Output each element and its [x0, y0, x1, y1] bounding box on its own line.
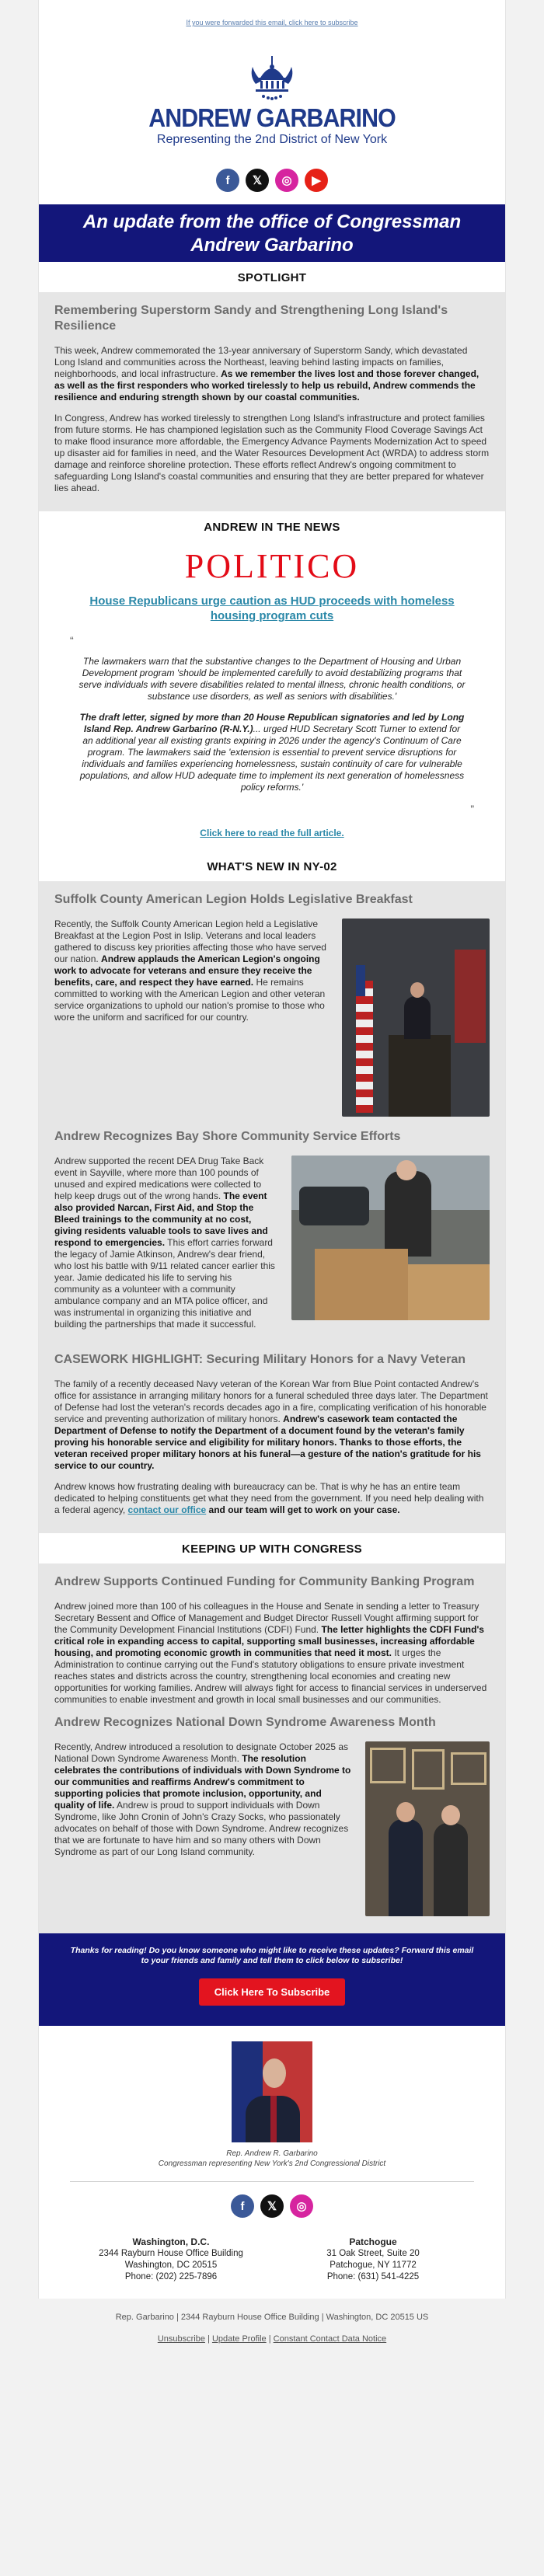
office-city: Patchogue: [349, 2236, 397, 2247]
social-links-footer: [39, 2187, 505, 2224]
section-heading-news: ANDREW IN THE NEWS: [39, 511, 505, 542]
article-body: In Congress, Andrew has worked tirelessly to strengthen Long Island's infrastructure and protect families from future storms. He has championed legislation such as the Community Flood Coverage Savings Act to make flood insurance more affordable, the Emergency Advance Payments Modernization Act to speed up disaster aid for families in need, and the Water Resources Development Act (WRDA) to address storm damage and reinforce shoreline protection. These efforts reflect Andrew's ongoing commitment to safeguarding Long Island's coastal communities and ensuring that they are better prepared for whatever lies ahead.: [54, 413, 490, 493]
office-card: [70, 2236, 272, 2283]
article-body: The family of a recently deceased Navy veteran of the Korean War from Blue Point contacted Andrew's office for assistance in arranging military honors for a funeral scheduled three days later. The Department of Defense had lost the veteran's records decades ago in a fire, complicating verification of his honorable service and preventing authorization of military honors. Andrew's casework team contacted the Department of Defense to notify the Department of a document found by the veteran's family proving his honorable service and eligibility for military honors. Thanks to those efforts, the veteran received proper military honors at his funeral—a gesture of the nation's gratitude for his service to our country.: [54, 1379, 488, 1471]
update-profile-link[interactable]: Update Profile: [211, 2334, 267, 2344]
unsubscribe-link[interactable]: Unsubscribe: [157, 2334, 205, 2344]
signature-role: Congressman representing New York's 2nd Congressional District: [158, 2159, 386, 2168]
thanks-message: Thanks for reading! Do you know someone who might like to receive these updates? Forward this email to your friends and family and tell them to click below to subscribe!: [70, 1946, 474, 1965]
article-body: Recently, the Suffolk County American Legion held a Legislative Breakfast at the Legion Post in Islip. Veterans and local leaders gathered to discuss key priorities affecting those who have served our nation. Andrew applauds the American Legion's ongoing work to advocate for veterans and ensure they receive the benefits, care, and respect they have earned. He remains committed to working with the American Legion and other veteran service organizations to uphold our nation's promise to those who wore the uniform and sacrificed for our country.: [54, 919, 326, 1023]
legion-breakfast-photo: [342, 919, 490, 1117]
down-syndrome-photo: [365, 1741, 490, 1916]
open-quote-icon: “: [70, 634, 74, 647]
capitol-seal-icon: [245, 50, 299, 101]
signature-name: Rep. Andrew R. Garbarino: [226, 2149, 318, 2158]
congressman-portrait: [232, 2041, 312, 2142]
close-quote-icon: ”: [470, 803, 474, 815]
article-body: This week, Andrew commemorated the 13-year anniversary of Superstorm Sandy, which devastated Long Island and communities across the Northeast, leaving behind lasting impacts on families, neighborhoods, and local infrastructure. As we remember the lives lost and those forever changed, as well as the first responders who worked tirelessly to help us rebuild, Andrew commends the resilience and enduring strength shown by our coastal communities.: [54, 345, 479, 403]
section-heading-district: WHAT'S NEW IN NY-02: [39, 851, 505, 881]
article-title: CASEWORK HIGHLIGHT: Securing Military Honors for a Navy Veteran: [54, 1353, 466, 1366]
office-line2: Washington, DC 20515: [124, 2261, 218, 2270]
brand-subtitle: Representing the 2nd District of New York: [156, 133, 388, 146]
facebook-icon[interactable]: f: [231, 2194, 254, 2218]
news-quote: The lawmakers warn that the substantive changes to the Department of Housing and Urban Development program 'should be implemented carefully to avoid destabilizing programs that serve individuals with severe disabilities related to mental illness, chronic health conditions, or substance use disorders, as well as seniors with disabilities.': [78, 656, 466, 702]
office-line1: 31 Oak Street, Suite 20: [326, 2249, 420, 2258]
office-line2: Patchogue, NY 11772: [330, 2261, 417, 2270]
article-body: Recently, Andrew introduced a resolution to designate October 2025 as National Down Syndrome Awareness Month. The resolution celebrates the contributions of individuals with Down Syndrome to our communities and reaffirms Andrew's commitment to supporting policies that promote inclusion, opportunity, and quality of life. Andrew is proud to support individuals with Down Syndrome, like John Cronin of John's Crazy Socks, who passionately advocates on behalf of those with Down Syndrome. Andrew recognizes that we are fortunate to have him and so many others with Down Syndrome as part of our Long Island community.: [54, 1741, 351, 1857]
office-phone: Phone: (631) 541-4225: [326, 2272, 420, 2281]
office-card: [272, 2236, 474, 2283]
subscribe-panel: [39, 1933, 505, 2026]
contact-office-link[interactable]: contact our office: [127, 1504, 207, 1515]
article-body: Andrew knows how frustrating dealing with bureaucracy can be. That is why he has an entire team dedicated to helping constituents get what they need from the government. If you need help dealing with a federal agency, contact our office and our team will get to work on your case.: [54, 1481, 484, 1515]
article-title: Remembering Superstorm Sandy and Strengthening Long Island's Resilience: [54, 304, 448, 333]
x-icon[interactable]: 𝕏: [260, 2194, 284, 2218]
subscribe-preheader-link[interactable]: If you were forwarded this email, click here to subscribe: [186, 19, 358, 26]
data-notice-link[interactable]: Constant Contact Data Notice: [273, 2334, 387, 2344]
instagram-icon[interactable]: ◎: [275, 169, 298, 192]
brand-name: ANDREW GARBARINO: [148, 103, 396, 132]
article-title: Andrew Recognizes Bay Shore Community Service Efforts: [54, 1130, 401, 1143]
news-quote: The draft letter, signed by more than 20 House Republican signatories and led by Long Island Rep. Andrew Garbarino (R-N.Y.)... urged HUD Secretary Scott Turner to extend for an additional year all existing grants expiring in 2026 under the agency's Continuum of Care program. The lawmakers said the 'extension is essential to prevent service disruptions for individuals and families experiencing homelessness, sustain continuity of care for vulnerable populations, and allow HUD adequate time to implement its next generation of homelessness policy reforms.': [79, 712, 465, 793]
spotlight-article: [39, 292, 505, 511]
article-title: Suffolk County American Legion Holds Legislative Breakfast: [54, 893, 413, 906]
section-heading-spotlight: SPOTLIGHT: [39, 262, 505, 292]
congress-section: [39, 1563, 505, 1933]
preheader: [39, 0, 505, 34]
subscribe-button[interactable]: Click Here To Subscribe: [199, 1978, 346, 2006]
drug-take-back-photo: [291, 1156, 490, 1320]
article-body: Andrew joined more than 100 of his colleagues in the House and Senate in sending a letter to Treasury Secretary Bessent and Office of Management and Budget Director Russell Vought affirming support for the Community Development Financial Institutions (CDFI) Fund. The letter highlights the CDFI Fund's critical role in expanding access to capital, supporting small businesses, increasing affordable housing, and promoting economic growth in communities that need it most. It urges the Administration to continue carrying out the Fund's statutory obligations to ensure private investment reaches states and districts across the country, strengthening local economies and creating new opportunities for working families. Andrew will always fight for access to financial services in underserved communities to enable investment and growth in local small businesses and our communities.: [54, 1601, 487, 1705]
office-phone: Phone: (202) 225-7896: [124, 2272, 218, 2281]
read-full-article-link[interactable]: Click here to read the full article.: [200, 828, 344, 838]
article-title: Andrew Recognizes National Down Syndrome Awareness Month: [54, 1716, 436, 1729]
footer-address: Rep. Garbarino | 2344 Rayburn House Office Building | Washington, DC 20515 US: [115, 2313, 429, 2322]
facebook-icon[interactable]: f: [216, 169, 239, 192]
update-banner: An update from the office of Congressman Andrew Garbarino: [39, 204, 505, 262]
email-footer: Rep. Garbarino | 2344 Rayburn House Office Building | Washington, DC 20515 US Unsubscribe | Update Profile | Constant Contact Data Notice: [0, 2299, 544, 2355]
politico-logo: [39, 542, 505, 586]
office-addresses: [39, 2232, 505, 2299]
office-city: Washington, D.C.: [132, 2236, 210, 2247]
divider: [70, 2181, 474, 2182]
article-title: Andrew Supports Continued Funding for Community Banking Program: [54, 1575, 475, 1588]
politico-wordmark: POLITICO: [184, 547, 360, 585]
district-section: [39, 881, 505, 1533]
x-icon[interactable]: 𝕏: [246, 169, 269, 192]
section-heading-congress: KEEPING UP WITH CONGRESS: [39, 1533, 505, 1563]
office-line1: 2344 Rayburn House Office Building: [99, 2249, 243, 2258]
news-headline-link[interactable]: House Republicans urge caution as HUD proceeds with homeless housing program cuts: [89, 594, 455, 622]
signature-block: [39, 2026, 505, 2232]
social-links: [39, 152, 505, 204]
email-container: [38, 0, 506, 2299]
youtube-icon[interactable]: ▶: [305, 169, 328, 192]
header-logo: [39, 34, 505, 152]
article-body: Andrew supported the recent DEA Drug Take Back event in Sayville, where more than 100 pounds of unused and expired medications were collected to help keep drugs out of the wrong hands. The event also provided Narcan, First Aid, and Stop the Bleed trainings to the community at no cost, giving residents valuable tools to save lives and respond to emergencies. This effort carries forward the legacy of Jamie Atkinson, Andrew's dear friend, who lost his battle with 9/11 related cancer earlier this year. Jamie dedicated his life to serving his community as a volunteer with a community ambulance company and an MTA police officer, and was instrumental in organizing this initiative and building the partnerships that made it successful.: [54, 1156, 275, 1330]
instagram-icon[interactable]: ◎: [290, 2194, 313, 2218]
